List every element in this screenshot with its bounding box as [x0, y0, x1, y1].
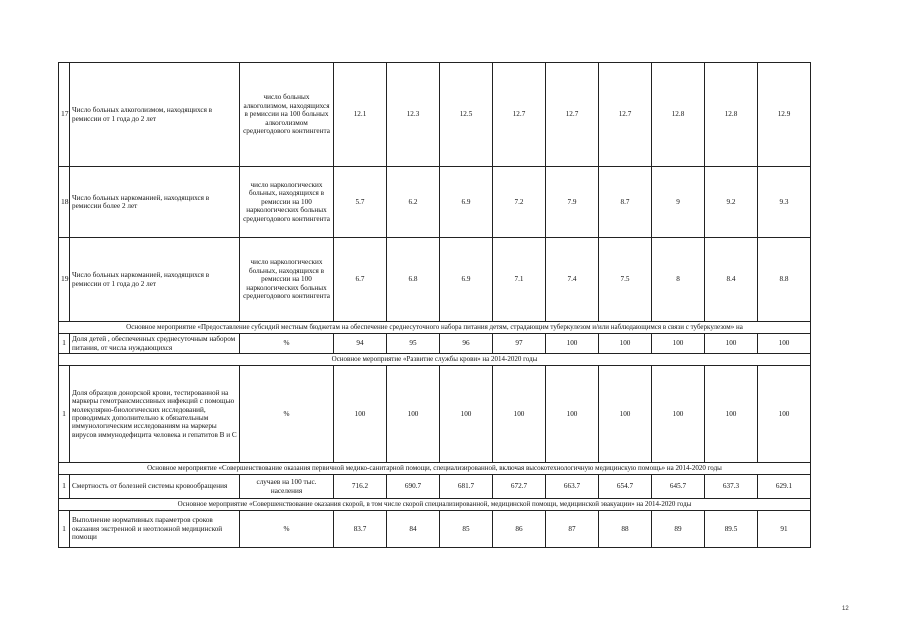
value-cell: 100 — [387, 366, 440, 463]
value-cell: 6.9 — [440, 238, 493, 322]
value-cell: 12.5 — [440, 63, 493, 167]
table-row — [59, 238, 811, 322]
section-title: Основное мероприятие «Совершенствование оказания скорой, в том числе скорой специализированной, медицинской помощи, медицинской эвакуации» на 2014-2020 годы — [59, 499, 811, 511]
indicator-name: Число больных алкоголизмом, находящихся в ремиссии от 1 года до 2 лет — [70, 63, 240, 167]
value-cell: 100 — [546, 366, 599, 463]
value-cell: 84 — [387, 511, 440, 548]
value-cell: 97 — [493, 334, 546, 354]
value-cell: 681.7 — [440, 475, 493, 499]
section-title: Основное мероприятие «Развитие службы крови» на 2014-2020 годы — [59, 354, 811, 366]
row-index: 18 — [59, 167, 70, 238]
value-cell: 89.5 — [705, 511, 758, 548]
indicator-name: Доля образцов донорской крови, тестированной на маркеры гемотрансмиссивных инфекций с помощью молекулярно-биологических исследований, проводимых дополнительно к обязательным иммунологическим исследованиям на маркеры вирусов иммунодефицита человека и гепатитов В и С — [70, 366, 240, 463]
value-cell: 95 — [387, 334, 440, 354]
section-row — [59, 499, 811, 511]
table-row — [59, 475, 811, 499]
value-cell: 6.9 — [440, 167, 493, 238]
value-cell: 100 — [758, 334, 811, 354]
value-cell: 7.5 — [599, 238, 652, 322]
value-cell: 100 — [705, 366, 758, 463]
row-index: 1 — [59, 511, 70, 548]
row-index: 17 — [59, 63, 70, 167]
page-number: 12 — [842, 606, 849, 612]
value-cell: 83.7 — [334, 511, 387, 548]
section-title: Основное мероприятие «Совершенствование оказания первичной медико-санитарной помощи, специализированной, включая высокотехнологичную медицинскую помощь» на 2014-2020 годы — [59, 463, 811, 475]
row-index: 1 — [59, 334, 70, 354]
value-cell: 96 — [440, 334, 493, 354]
value-cell: 94 — [334, 334, 387, 354]
value-cell: 12.9 — [758, 63, 811, 167]
value-cell: 100 — [493, 366, 546, 463]
value-cell: 654.7 — [599, 475, 652, 499]
value-cell: 12.7 — [599, 63, 652, 167]
indicator-name: Число больных наркоманией, находящихся в ремиссии от 1 года до 2 лет — [70, 238, 240, 322]
value-cell: 629.1 — [758, 475, 811, 499]
unit-cell: % — [240, 334, 334, 354]
value-cell: 12.7 — [546, 63, 599, 167]
unit-cell: число больных алкоголизмом, находящихся в ремиссии на 100 больных алкоголизмом среднегодового контингента — [240, 63, 334, 167]
value-cell: 91 — [758, 511, 811, 548]
row-index: 19 — [59, 238, 70, 322]
value-cell: 12.8 — [705, 63, 758, 167]
value-cell: 716.2 — [334, 475, 387, 499]
indicator-name: Смертность от болезней системы кровообращения — [70, 475, 240, 499]
document-sheet — [58, 62, 810, 548]
value-cell: 9.3 — [758, 167, 811, 238]
section-row — [59, 322, 811, 334]
indicator-table-body — [59, 63, 811, 548]
row-index: 1 — [59, 366, 70, 463]
value-cell: 6.8 — [387, 238, 440, 322]
value-cell: 100 — [334, 366, 387, 463]
value-cell: 88 — [599, 511, 652, 548]
value-cell: 100 — [758, 366, 811, 463]
value-cell: 100 — [546, 334, 599, 354]
unit-cell: число наркологических больных, находящихся в ремиссии на 100 наркологических больных среднегодового контингента — [240, 238, 334, 322]
table-row — [59, 63, 811, 167]
value-cell: 8.4 — [705, 238, 758, 322]
section-row — [59, 463, 811, 475]
value-cell: 6.2 — [387, 167, 440, 238]
value-cell: 100 — [599, 366, 652, 463]
indicator-name: Доля детей , обеспеченных среднесуточным набором питания, от числа нуждающихся — [70, 334, 240, 354]
table-row — [59, 334, 811, 354]
value-cell: 7.4 — [546, 238, 599, 322]
section-title: Основное мероприятие «Предоставление субсидий местным бюджетам на обеспечение среднесуточного набора питания детям, страдающим туберкулезом и/или наблюдающимся в связи с туберкулезом» на — [59, 322, 811, 334]
value-cell: 7.2 — [493, 167, 546, 238]
value-cell: 9 — [652, 167, 705, 238]
value-cell: 672.7 — [493, 475, 546, 499]
value-cell: 100 — [652, 334, 705, 354]
value-cell: 663.7 — [546, 475, 599, 499]
indicator-name: Число больных наркоманией, находящихся в ремиссии более 2 лет — [70, 167, 240, 238]
row-index: 1 — [59, 475, 70, 499]
table-row — [59, 366, 811, 463]
value-cell: 5.7 — [334, 167, 387, 238]
unit-cell: число наркологических больных, находящихся в ремиссии на 100 наркологических больных среднегодового контингента — [240, 167, 334, 238]
section-row — [59, 354, 811, 366]
value-cell: 690.7 — [387, 475, 440, 499]
value-cell: 8 — [652, 238, 705, 322]
value-cell: 6.7 — [334, 238, 387, 322]
unit-cell: % — [240, 511, 334, 548]
indicator-name: Выполнение нормативных параметров сроков оказания экстренной и неотложной медицинской помощи — [70, 511, 240, 548]
value-cell: 9.2 — [705, 167, 758, 238]
value-cell: 12.3 — [387, 63, 440, 167]
value-cell: 12.7 — [493, 63, 546, 167]
value-cell: 100 — [705, 334, 758, 354]
value-cell: 86 — [493, 511, 546, 548]
value-cell: 8.8 — [758, 238, 811, 322]
value-cell: 12.1 — [334, 63, 387, 167]
value-cell: 100 — [440, 366, 493, 463]
value-cell: 7.1 — [493, 238, 546, 322]
value-cell: 100 — [599, 334, 652, 354]
value-cell: 87 — [546, 511, 599, 548]
value-cell: 8.7 — [599, 167, 652, 238]
value-cell: 7.9 — [546, 167, 599, 238]
unit-cell: % — [240, 366, 334, 463]
table-row — [59, 511, 811, 548]
value-cell: 12.8 — [652, 63, 705, 167]
value-cell: 85 — [440, 511, 493, 548]
indicator-table — [58, 62, 811, 548]
value-cell: 637.3 — [705, 475, 758, 499]
table-row — [59, 167, 811, 238]
unit-cell: случаев на 100 тыс. населения — [240, 475, 334, 499]
value-cell: 645.7 — [652, 475, 705, 499]
value-cell: 89 — [652, 511, 705, 548]
value-cell: 100 — [652, 366, 705, 463]
